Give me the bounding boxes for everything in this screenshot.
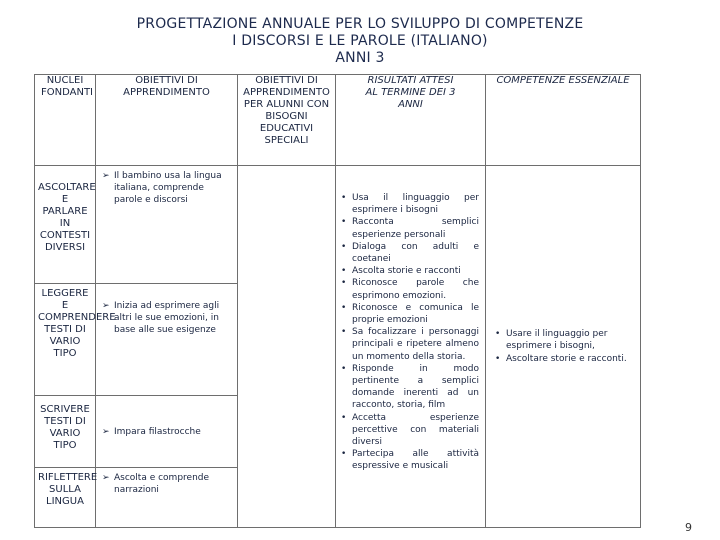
list-item: • Dialoga con adulti e coetanei bbox=[340, 241, 479, 265]
objective-text: Ascolta e comprende narrazioni bbox=[114, 473, 210, 495]
title-line-1: PROGETTAZIONE ANNUALE PER LO SVILUPPO DI COMPETENZE bbox=[136, 16, 584, 32]
nucleo-cell: LEGGERE E COMPRENDERE TESTI DI VARIO TIPO bbox=[35, 284, 96, 396]
header-bes: OBIETTIVI DI APPRENDIMENTO PER ALUNNI CON BISOGNI EDUCATIVI SPECIALI bbox=[238, 75, 336, 166]
nucleo-cell: RIFLETTERE SULLA LINGUA bbox=[35, 468, 96, 528]
table-row bbox=[35, 166, 641, 284]
list-item: • Partecipa alle attività espressive e musicali bbox=[340, 448, 479, 472]
risultati-cell bbox=[336, 166, 486, 528]
list-item: • Usa il linguaggio per esprimere i bisogni bbox=[340, 192, 479, 216]
arrow-bullet-icon: ➢ bbox=[102, 426, 110, 437]
title-line-2: I DISCORSI E LE PAROLE (ITALIANO) bbox=[232, 33, 488, 49]
header-obiettivi: OBIETTIVI DI APPRENDIMENTO bbox=[96, 75, 238, 166]
nucleo-cell: SCRIVERE TESTI DI VARIO TIPO bbox=[35, 396, 96, 468]
objective-text: Inizia ad esprimere agli altri le sue emozioni, in base alle sue esigenze bbox=[114, 301, 220, 335]
list-item: • Usare il linguaggio per esprimere i bisogni, bbox=[494, 328, 634, 352]
list-item: • Accetta esperienze percettive con materiali diversi bbox=[340, 412, 479, 449]
bes-cell bbox=[238, 166, 336, 528]
document-title bbox=[0, 16, 720, 67]
objective-cell bbox=[96, 396, 238, 468]
competence-table bbox=[34, 74, 641, 528]
header-nuclei: NUCLEI FONDANTI bbox=[35, 75, 96, 166]
list-item: • Riconosce parole che esprimono emozioni. bbox=[340, 277, 479, 301]
list-item: • Risponde in modo pertinente a semplici domande inerenti ad un racconto, storia, film bbox=[340, 363, 479, 412]
list-item: • Racconta semplici esperienze personali bbox=[340, 216, 479, 240]
objective-cell bbox=[96, 166, 238, 284]
objective-cell bbox=[96, 468, 238, 528]
header-risultati: RISULTATI ATTESI AL TERMINE DEI 3 ANNI bbox=[336, 75, 486, 166]
nucleo-cell: ASCOLTARE E PARLARE IN CONTESTI DIVERSI bbox=[35, 166, 96, 284]
objective-text: Impara filastrocche bbox=[114, 426, 201, 437]
title-line-3: ANNI 3 bbox=[335, 50, 385, 66]
header-competenze: COMPETENZE ESSENZIALE bbox=[486, 75, 641, 166]
arrow-bullet-icon: ➢ bbox=[102, 171, 110, 181]
list-item: • Ascolta storie e racconti bbox=[340, 265, 479, 277]
competenze-list bbox=[494, 328, 634, 365]
header-row bbox=[35, 75, 641, 166]
page-number: 9 bbox=[685, 521, 692, 534]
objective-cell bbox=[96, 284, 238, 396]
competenze-cell bbox=[486, 166, 641, 528]
list-item: • Riconosce e comunica le proprie emozioni bbox=[340, 302, 479, 326]
list-item: • Ascoltare storie e racconti. bbox=[494, 353, 634, 365]
risultati-list bbox=[340, 192, 479, 473]
list-item: • Sa focalizzare i personaggi principali e ripetere almeno un momento della storia. bbox=[340, 326, 479, 363]
objective-text: Il bambino usa la lingua italiana, comprende parole e discorsi bbox=[114, 171, 222, 205]
arrow-bullet-icon: ➢ bbox=[102, 301, 110, 311]
arrow-bullet-icon: ➢ bbox=[102, 473, 110, 483]
